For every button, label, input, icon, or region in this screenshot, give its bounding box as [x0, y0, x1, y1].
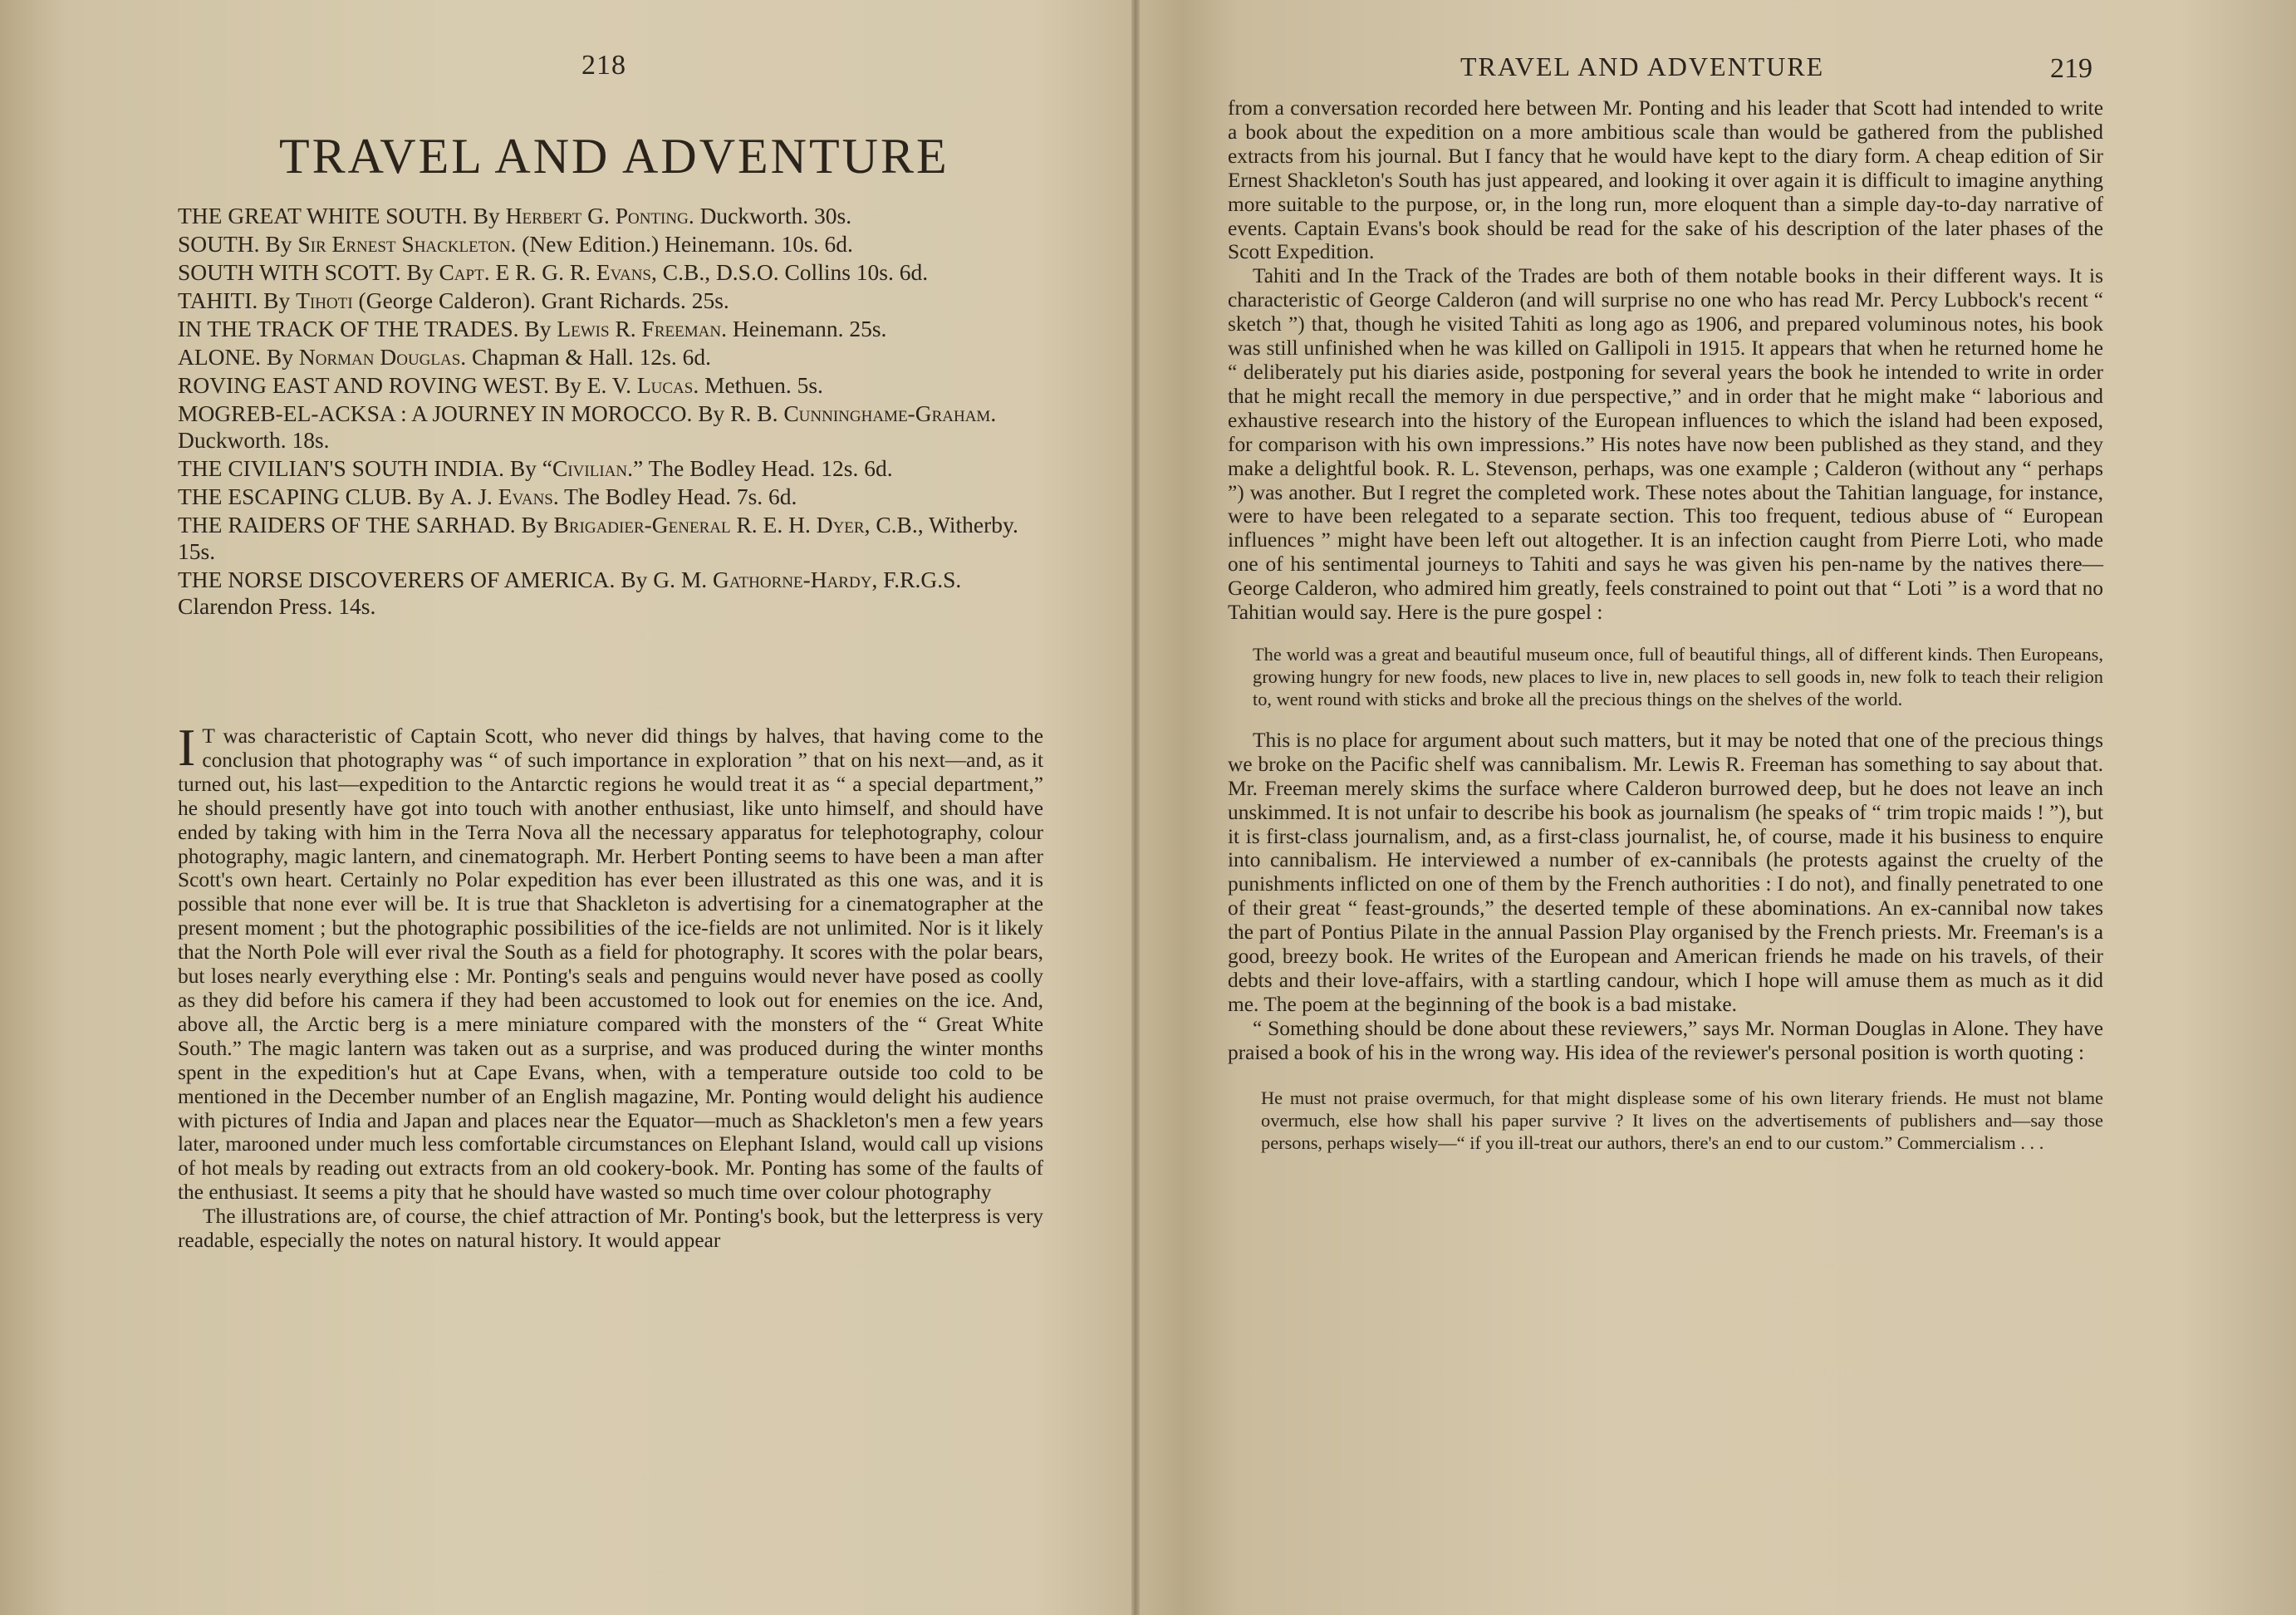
page-number-right: 219 [2050, 53, 2092, 84]
review-body-right [1228, 96, 2103, 1154]
book-entry: ALONE. By Norman Douglas. Chapman & Hall. 12s. 6d. [178, 344, 712, 370]
paragraph: The illustrations are, of course, the chief attraction of Mr. Ponting's book, but the letterpress is very readable, especially the notes on natural history. It would appear [178, 1205, 1043, 1253]
book-list [178, 203, 1050, 621]
book-entry: THE NORSE DISCOVERERS OF AMERICA. By G. M. Gathorne-Hardy, F.R.G.S. Clarendon Press. 14s. [178, 567, 962, 619]
paragraph: from a conversation recorded here between Mr. Ponting and his leader that Scott had intended to write a book about the expedition on a more ambitious scale than would be gathered from the published extracts from his journal. But I fancy that he would have kept to the diary form. A cheap edition of Sir Ernest Shackleton's South has just appeared, and looking it over again it is difficult to imagine anything more suitable to the purpose, or, in the long run, more eloquent than a simple day-to-day narrative of events. Captain Evans's book should be read for the sake of his description of the later phases of the Scott Expedition. [1228, 96, 2103, 264]
chapter-title: TRAVEL AND ADVENTURE [279, 129, 949, 184]
running-head: TRAVEL AND ADVENTURE [1460, 52, 1825, 81]
page-number-left: 218 [581, 50, 626, 81]
book-entry: ROVING EAST AND ROVING WEST. By E. V. Lucas. Methuen. 5s. [178, 372, 823, 398]
book-entry: SOUTH. By Sir Ernest Shackleton. (New Edition.) Heinemann. 10s. 6d. [178, 231, 853, 257]
book-entry: TAHITI. By Tihoti (George Calderon). Grant Richards. 25s. [178, 287, 729, 313]
book-entry: THE RAIDERS OF THE SARHAD. By Brigadier-General R. E. H. Dyer, C.B., Witherby. 15s. [178, 512, 1018, 564]
book-entry: SOUTH WITH SCOTT. By Capt. E R. G. R. Evans, C.B., D.S.O. Collins 10s. 6d. [178, 259, 929, 285]
paragraph: This is no place for argument about such matters, but it may be noted that one of the precious things we broke on the Pacific shelf was cannibalism. Mr. Lewis R. Freeman has something to say about that. Mr. Freeman merely skims the surface where Calderon burrowed deep, but he does not leave an inch unskimmed. It is not unfair to describe his book as journalism (he speaks of “ trim tropic maids ! ”), but it is first-class journalism, and, as a first-class journalist, he, of course, made it his business to enquire into cannibalism. He interviewed a number of ex-cannibals (he protests against the cruelty of the punishments inflicted on one of them by the French authorities : I do not), and finally penetrated to one of their great “ feast-grounds,” the deserted temple of these abominations. An ex-cannibal now takes the part of Pontius Pilate in the annual Passion Play organised by the French priests. Mr. Freeman's is a good, breezy book. He writes of the European and American friends he made on his travels, of their debts and their love-affairs, with a startling candour, which I hope will amuse them as much as it did me. The poem at the beginning of the book is a bad mistake. [1228, 728, 2103, 1016]
book-entry: THE CIVILIAN'S SOUTH INDIA. By “Civilian.” The Bodley Head. 12s. 6d. [178, 455, 893, 481]
paragraph: “ Something should be done about these reviewers,” says Mr. Norman Douglas in Alone. They have praised a book of his in the wrong way. His idea of the reviewer's personal position is worth quoting : [1228, 1016, 2103, 1064]
review-body-left [178, 718, 1043, 1253]
paragraph: I T was characteristic of Captain Scott, who never did things by halves, that having come to the conclusion that photography was “ of such importance in exploration ” that on his next—and, as it turned out, his last—expedition to the Antarctic regions he would treat it as “ a special department,” he should presently have got into touch with another enthusiast, like unto himself, and should have ended by taking with him in the Terra Nova all the necessary apparatus for telephotography, colour photography, magic lantern, and cinematograph. Mr. Herbert Ponting seems to have been a man after Scott's own heart. Certainly no Polar expedition has ever been illustrated as this one was, and it is possible that none ever will be. It is true that Shackleton is advertising for a cinematographer at the present moment ; but the photographic possibilities of the ice-fields are not unlimited. Nor is it likely that the North Pole will ever rival the South as a field for photography. It scores with the polar bears, but loses nearly everything else : Mr. Ponting's seals and penguins would never have posed as coolly as they did before his camera if they had been accustomed to look out for enemies on the ice. And, above all, the Arctic berg is a mere miniature compared with the monsters of the “ Great White South.” The magic lantern was taken out as a surprise, and was produced during the winter months spent in the expedition's hut at Cape Evans, when, with a temperature outside too cold to be mentioned in the December number of an English magazine, Mr. Ponting would delight his audience with pictures of India and Japan and places near the Equator—much as Shackleton's men a few years later, marooned under much less comfortable circumstances on Elephant Island, would call up visions of hot meals by reading out extracts from an old cookery-book. Mr. Ponting has some of the faults of the enthusiast. It seems a pity that he should have wasted so much time over colour photography [178, 718, 1043, 1205]
drop-cap: I [178, 718, 196, 777]
book-entry: MOGREB-EL-ACKSA : A JOURNEY IN MOROCCO. By R. B. Cunninghame-Graham. Duckworth. 18s. [178, 400, 997, 453]
book-entry: THE ESCAPING CLUB. By A. J. Evans. The Bodley Head. 7s. 6d. [178, 484, 797, 509]
paragraph: Tahiti and In the Track of the Trades are both of them notable books in their different ways. It is characteristic of George Calderon (and will surprise no one who has read Mr. Percy Lubbock's recent “ sketch ”) that, though he visited Tahiti as long ago as 1906, and prepared voluminous notes, his book was still unfinished when he was killed on Gallipoli in 1915. It appears that when he returned home he “ deliberately put his diaries aside, postponing for several years the book he intended to write in order that he might recall the memory in due perspective,” and in order that he might make “ laborious and exhaustive research into the history of the European influences to which the island had been exposed, for comparison with his own impressions.” His notes have now been published as they stand, and they make a delightful book. R. L. Stevenson, perhaps, was one example ; Calderon (without any “ perhaps ”) was another. But I regret the completed work. These notes about the Tahitian language, for instance, were to have been relegated to a separate section. This too frequent, tedious abuse of “ European influences ” might have been left out altogether. It is an infection caught from Pierre Loti, who made one of his sentimental journeys to Tahiti and says he was given his pen-name by the natives there—George Calderon, who admired him greatly, feels constrained to point out that “ Loti ” is a word that no Tahitian would say. Here is the pure gospel : [1228, 264, 2103, 625]
left-page [0, 0, 1138, 1615]
book-entry: IN THE TRACK OF THE TRADES. By Lewis R. Freeman. Heinemann. 25s. [178, 316, 887, 341]
book-entry: THE GREAT WHITE SOUTH. By Herbert G. Ponting. Duckworth. 30s. [178, 203, 852, 228]
block-quote: The world was a great and beautiful museum once, full of beautiful things, all of different kinds. Then Europeans, growing hungry for new foods, new places to live in, new places to sell goods in, new folk to teach their religion to, went round with sticks and broke all the precious things on the shelves of the world. [1253, 643, 2103, 709]
block-quote: He must not praise overmuch, for that might displease some of his own literary friends. He must not blame overmuch, else how shall his paper survive ? It lives on the advertisements of publishers and—say those persons, perhaps wisely—“ if you ill-treat our authors, there's an end to our custom.” Commercialism . . . [1261, 1087, 2103, 1153]
